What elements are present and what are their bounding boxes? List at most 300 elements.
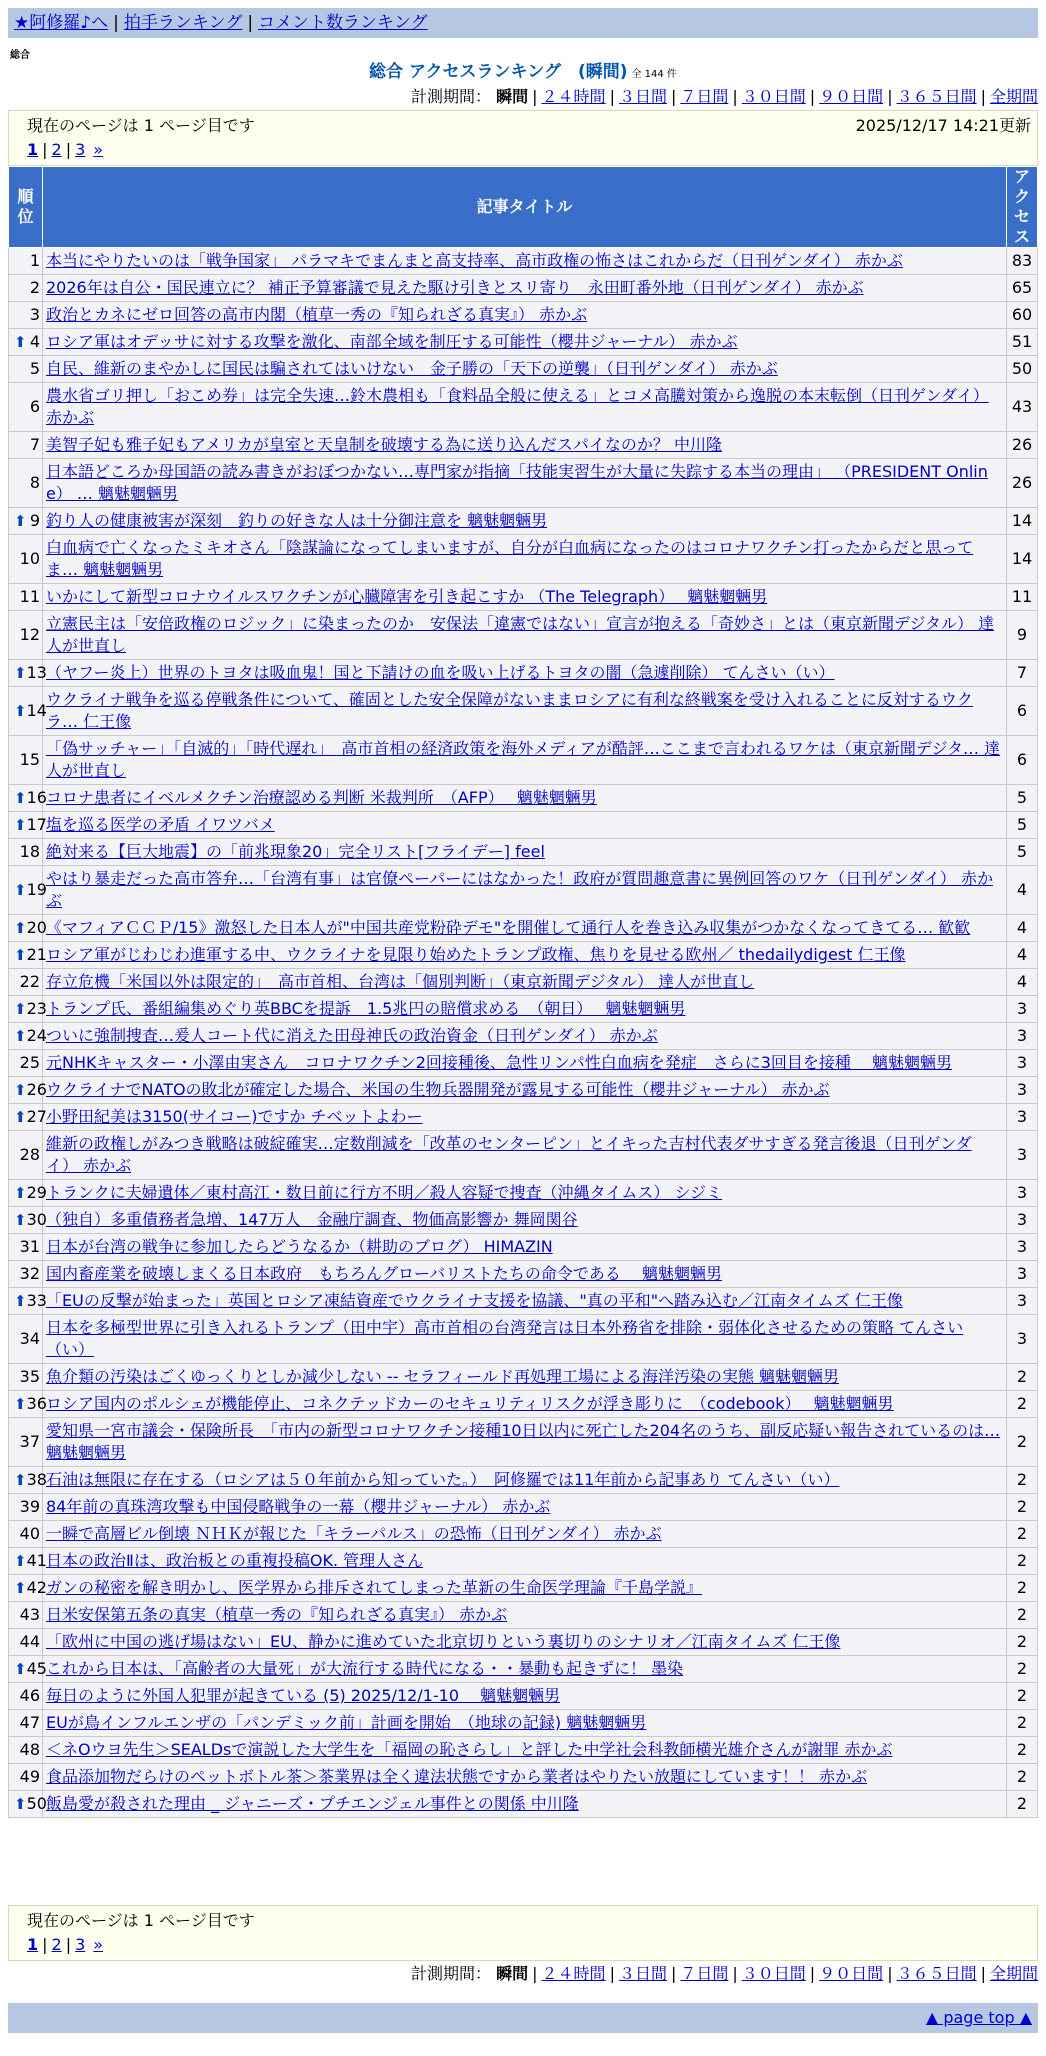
rank-cell: [9, 275, 43, 302]
period-link-7d[interactable]: ７日間: [680, 87, 729, 106]
rank-cell: [9, 1710, 43, 1737]
title-cell: [43, 660, 1007, 687]
article-title-link[interactable]: やはり暴走だった高市答弁…「台湾有事」は官僚ペーパーにはなかった！政府が質問趣意書に異例回答のワケ（日刊ゲンダイ） 赤かぶ: [46, 869, 994, 910]
table-row: [9, 1737, 1038, 1764]
article-title-link[interactable]: 自民、維新のまやかしに国民は騙されてはいけない 金子勝の「天下の逆襲」（日刊ゲンダイ） 赤かぶ: [46, 359, 778, 378]
title-cell: [43, 1521, 1007, 1548]
rank-cell: [9, 1656, 47, 1683]
rank-number: 36: [26, 1394, 47, 1413]
category-label: 総合: [10, 50, 30, 61]
title-cell: [43, 1207, 1007, 1234]
access-count: 2: [1007, 1521, 1038, 1548]
rank-cell: [9, 1683, 43, 1710]
title-column-header: 記事タイトル: [43, 167, 1007, 248]
title-cell: [43, 432, 1007, 459]
table-row: [9, 1023, 1038, 1050]
article-title-link[interactable]: 美智子妃も雅子妃もアメリカが皇室と天皇制を破壊する為に送り込んだスパイなのか？ 中川隆: [46, 435, 722, 454]
table-row: [9, 1364, 1038, 1391]
table-row: [9, 1315, 1038, 1364]
table-row: [9, 1288, 1038, 1315]
rank-cell: [9, 660, 47, 687]
table-row: [9, 785, 1038, 812]
up-arrow-icon: ⬆: [14, 1027, 27, 1045]
title-cell: [43, 1050, 1007, 1077]
rank-number: 3: [29, 305, 40, 324]
article-title-link[interactable]: 日本の政治Ⅱは、政治板との重複投稿OK. 管理人さん: [46, 1551, 424, 1570]
rank-number: 20: [26, 918, 47, 937]
rank-number: 6: [29, 397, 40, 416]
rank-cell: [9, 1315, 43, 1364]
article-title-link[interactable]: ウクライナ戦争を巡る停戦条件について、確固とした安全保障がないままロシアに有利な終戦案を受け入れることに反対するウクラ… 仁王像: [46, 690, 973, 731]
access-count: 9: [1007, 611, 1038, 660]
rank-cell: [9, 584, 43, 611]
period-link-30d[interactable]: ３０日間: [741, 87, 806, 106]
rank-number: 24: [26, 1026, 47, 1045]
title-cell: [43, 1023, 1007, 1050]
title-cell: [43, 1791, 1007, 1818]
rank-cell: [9, 1521, 43, 1548]
table-row: [9, 915, 1038, 942]
title-cell: [43, 459, 1007, 508]
page-link-1[interactable]: 1: [27, 1935, 39, 1954]
rank-cell: [9, 1234, 43, 1261]
title-cell: [43, 942, 1007, 969]
table-row: [9, 1791, 1038, 1818]
title-cell: [43, 1629, 1007, 1656]
title-cell: [43, 1494, 1007, 1521]
article-title-link[interactable]: ついに強制捜査…爰人コート代に消えた田母神氏の政治資金（日刊ゲンダイ） 赤かぶ: [46, 1026, 658, 1045]
access-count: 4: [1007, 942, 1038, 969]
access-count: 3: [1007, 1315, 1038, 1364]
rank-cell: [9, 1575, 47, 1602]
rank-cell: [9, 1391, 47, 1418]
article-title-link[interactable]: 84年前の真珠湾攻撃も中国侵略戦争の一幕（櫻井ジャーナル） 赤かぶ: [46, 1497, 551, 1516]
article-title-link[interactable]: 日本を多極型世界に引き入れるトランプ（田中宇）高市首相の台湾発言は日本外務省を排除・弱体化させるための策略 てんさい（い）: [46, 1318, 964, 1359]
current-page-text: 現在のページは 1 ページ目です: [27, 116, 255, 135]
rank-cell: [9, 1418, 43, 1467]
rank-cell: [9, 969, 43, 996]
up-arrow-icon: ⬆: [14, 881, 27, 899]
table-row: [9, 383, 1038, 432]
period-link-365d[interactable]: ３６５日間: [896, 87, 977, 106]
up-arrow-icon: ⬆: [14, 1211, 27, 1229]
period-link-24h[interactable]: ２４時間: [541, 1964, 606, 1983]
article-title-link[interactable]: （独自）多重債務者急増、147万人 金融庁調査、物価高影響か 舞岡関谷: [46, 1210, 578, 1229]
rank-number: 16: [26, 788, 47, 807]
rank-cell: [9, 1602, 43, 1629]
access-count: 3: [1007, 1288, 1038, 1315]
rank-number: 1: [29, 251, 40, 270]
rank-cell: [9, 611, 43, 660]
page-link-2[interactable]: 2: [51, 140, 62, 159]
rank-cell: [9, 432, 43, 459]
period-link-24h[interactable]: ２４時間: [541, 87, 606, 106]
article-title-link[interactable]: （ヤフー炎上）世界のトヨタは吸血鬼！国と下請けの血を吸い上げるトヨタの闇（急遽削除） てんさい（い）: [46, 663, 835, 682]
access-column-header: アクセス: [1007, 167, 1038, 248]
title-cell: [43, 383, 1007, 432]
article-title-link[interactable]: コロナ患者にイベルメクチン治療認める判断 米裁判所 （AFP） 魑魅魍魎男: [46, 788, 597, 807]
rank-number: 25: [19, 1053, 40, 1072]
rank-cell: [9, 459, 43, 508]
up-arrow-icon: ⬆: [14, 1000, 27, 1018]
rank-number: 38: [26, 1470, 47, 1489]
access-count: 2: [1007, 1656, 1038, 1683]
up-arrow-icon: ⬆: [14, 816, 27, 834]
title-cell: [43, 1418, 1007, 1467]
rank-number: 46: [19, 1686, 40, 1705]
comment-ranking-link[interactable]: コメント数ランキング: [258, 13, 428, 33]
table-row: [9, 996, 1038, 1023]
access-count: 5: [1007, 785, 1038, 812]
period-link-90d[interactable]: ９０日間: [819, 1964, 884, 1983]
up-arrow-icon: ⬆: [14, 1660, 27, 1678]
pagination: 1 | 2 | 3 »: [27, 140, 104, 159]
rank-number: 45: [26, 1659, 47, 1678]
rank-cell: [9, 356, 43, 383]
article-title-link[interactable]: いかにして新型コロナウイルスワクチンが心臓障害を引き起こすか （The Telegraph） 魑魅魍魎男: [46, 587, 768, 606]
access-count: 3: [1007, 1261, 1038, 1288]
rank-cell: [9, 1207, 47, 1234]
page-link-1[interactable]: 1: [27, 140, 39, 159]
next-page-link[interactable]: »: [93, 140, 104, 159]
ranking-table: [8, 166, 1038, 1818]
title-cell: [43, 1364, 1007, 1391]
period-selector-top: 計測期間： 瞬間 | ２４時間 | ３日間 | ７日間 | ３０日間 | ９０日間 | ３６５日間 | 全期間: [411, 87, 1038, 106]
period-label: 計測期間：: [411, 87, 492, 106]
up-arrow-icon: ⬆: [14, 1184, 27, 1202]
rank-cell: [9, 1764, 43, 1791]
table-row: [9, 1467, 1038, 1494]
title-cell: [43, 1077, 1007, 1104]
up-arrow-icon: ⬆: [14, 702, 27, 720]
access-count: 2: [1007, 1494, 1038, 1521]
title-cell: [43, 785, 1007, 812]
table-row: [9, 1131, 1038, 1180]
article-title-link[interactable]: 農水省ゴリ押し「おこめ券」は完全失速…鈴木農相も「食料品全般に使える」とコメ高騰対策から逸脱の本末転倒（日刊ゲンダイ） 赤かぶ: [46, 386, 989, 427]
page-top-link[interactable]: ▲ page top ▲: [925, 2008, 1032, 2027]
article-title-link[interactable]: 魚介類の汚染はごくゆっくりとしか減少しない -- セラフィールド再処理工場による海洋汚染の実態 魑魅魍魎男: [46, 1367, 840, 1386]
up-arrow-icon: ⬆: [14, 664, 27, 682]
title-cell: [43, 329, 1007, 356]
title-cell: [43, 687, 1007, 736]
access-count: 3: [1007, 1104, 1038, 1131]
article-title-link[interactable]: EUが鳥インフルエンザの「パンデミック前」計画を開始 （地球の記録) 魑魅魍魎男: [46, 1713, 647, 1732]
rank-number: 18: [19, 842, 40, 861]
rank-number: 13: [26, 663, 47, 682]
up-arrow-icon: ⬆: [14, 946, 27, 964]
rank-cell: [9, 687, 47, 736]
page-info-top: [8, 110, 1038, 166]
article-title-link[interactable]: 石油は無限に存在する（ロシアは５０年前から知っていた。） 阿修羅では11年前から記事あり てんさい（い）: [46, 1470, 840, 1489]
access-count: 3: [1007, 1234, 1038, 1261]
table-row: [9, 969, 1038, 996]
title-cell: [43, 1656, 1007, 1683]
table-row: [9, 866, 1038, 915]
period-link-3d[interactable]: ３日間: [618, 87, 667, 106]
page-link-3[interactable]: 3: [75, 1935, 86, 1954]
table-row: [9, 275, 1038, 302]
article-title-link[interactable]: ロシア国内のポルシェが機能停止、コネクテッドカーのセキュリティリスクが浮き彫りに （codebook） 魑魅魍魎男: [46, 1394, 894, 1413]
table-row: [9, 1180, 1038, 1207]
rank-number: 32: [19, 1264, 40, 1283]
title-cell: [43, 1602, 1007, 1629]
rank-cell: [9, 1548, 47, 1575]
access-count: 3: [1007, 1077, 1038, 1104]
title-cell: [43, 1391, 1007, 1418]
access-count: 3: [1007, 1131, 1038, 1180]
article-title-link[interactable]: 「偽サッチャー」「自滅的」「時代遅れ」 高市首相の経済政策を海外メディアが酷評…ここまで言われるワケは（東京新聞デジタ… 達人が世直し: [46, 739, 1001, 780]
table-row: [9, 1050, 1038, 1077]
table-row: [9, 1548, 1038, 1575]
title-cell: [43, 1180, 1007, 1207]
rank-number: 23: [26, 999, 47, 1018]
access-count: 2: [1007, 1737, 1038, 1764]
rank-number: 4: [29, 332, 40, 351]
access-count: 2: [1007, 1764, 1038, 1791]
article-title-link[interactable]: ＜ネОウヨ先生＞SEALDsで演説した大学生を「福岡の恥さらし」と評した中学社会科教師横光雄介さんが謝罪 赤かぶ: [46, 1740, 893, 1759]
table-row: [9, 942, 1038, 969]
article-title-link[interactable]: 釣り人の健康被害が深刻 釣りの好きな人は十分御注意を 魑魅魍魎男: [46, 511, 548, 530]
table-row: [9, 660, 1038, 687]
table-row: [9, 1207, 1038, 1234]
rank-number: 11: [19, 587, 40, 606]
period-link-30d[interactable]: ３０日間: [741, 1964, 806, 1983]
table-row: [9, 535, 1038, 584]
article-title-link[interactable]: 維新の政権しがみつき戦略は破綻確実…定数削減を「改革のセンターピン」とイキった吉村代表ダサすぎる発言後退（日刊ゲンダイ） 赤かぶ: [46, 1134, 972, 1175]
article-title-link[interactable]: トランプ氏、番組編集めぐり英BBCを提訴 1.5兆円の賠償求める （朝日） 魑魅魍魎男: [46, 999, 686, 1018]
table-row: [9, 1764, 1038, 1791]
table-row: [9, 508, 1038, 535]
title-cell: [43, 1467, 1007, 1494]
rank-cell: [9, 1467, 47, 1494]
article-title-link[interactable]: 存立危機「米国以外は限定的」 高市首相、台湾は「個別判断」（東京新聞デジタル） 達人が世直し: [46, 972, 755, 991]
home-link[interactable]: ★阿修羅♪へ: [14, 13, 109, 33]
page-link-2[interactable]: 2: [51, 1935, 62, 1954]
title-cell: [43, 969, 1007, 996]
page-link-3[interactable]: 3: [75, 140, 86, 159]
title-cell: [43, 812, 1007, 839]
access-count: 2: [1007, 1683, 1038, 1710]
rank-cell: [9, 1131, 43, 1180]
access-count: 2: [1007, 1391, 1038, 1418]
rank-cell: [9, 996, 47, 1023]
article-title-link[interactable]: 国内畜産業を破壊しまくる日本政府 もちろんグローバリストたちの命令である 魑魅魍魎男: [46, 1264, 722, 1283]
article-title-link[interactable]: ウクライナでNATOの敗北が確定した場合、米国の生物兵器開発が露見する可能性（櫻井ジャーナル） 赤かぶ: [46, 1080, 830, 1099]
table-row: [9, 584, 1038, 611]
rank-cell: [9, 866, 47, 915]
title-cell: [43, 866, 1007, 915]
title-cell: [43, 1764, 1007, 1791]
access-count: 3: [1007, 1023, 1038, 1050]
access-count: 2: [1007, 1548, 1038, 1575]
article-title-link[interactable]: 政治とカネにゼロ回答の高市内閣（植草一秀の『知られざる真実』） 赤かぶ: [46, 305, 588, 324]
access-count: 4: [1007, 969, 1038, 996]
rank-number: 2: [29, 278, 40, 297]
bottom-bar: [8, 2003, 1038, 2033]
up-arrow-icon: ⬆: [14, 1081, 27, 1099]
rank-cell: [9, 812, 47, 839]
title-cell: [43, 1288, 1007, 1315]
article-title-link[interactable]: 立憲民主は「安倍政権のロジック」に染まったのか 安保法「違憲ではない」宣言が抱える「奇妙さ」とは（東京新聞デジタル） 達人が世直し: [46, 614, 995, 655]
table-row: [9, 1494, 1038, 1521]
rank-cell: [9, 736, 43, 785]
title-cell: [43, 302, 1007, 329]
access-count: 14: [1007, 535, 1038, 584]
current-page-text: 現在のページは 1 ページ目です: [27, 1911, 255, 1930]
period-current: 瞬間: [496, 87, 529, 106]
article-title-link[interactable]: 日米安保第五条の真実（植草一秀の『知られざる真実』） 赤かぶ: [46, 1605, 508, 1624]
access-count: 4: [1007, 866, 1038, 915]
rank-number: 39: [19, 1497, 40, 1516]
access-count: 5: [1007, 812, 1038, 839]
access-count: 11: [1007, 584, 1038, 611]
article-title-link[interactable]: トランクに夫婦遺体／東村高江・数日前に行方不明／殺人容疑で捜査（沖縄タイムス） シジミ: [46, 1183, 723, 1202]
table-row: [9, 1656, 1038, 1683]
item-count: 全 144 件: [631, 69, 677, 80]
access-count: 2: [1007, 1575, 1038, 1602]
article-title-link[interactable]: ガンの秘密を解き明かし、医学界から排斥されてしまった革新の生命医学理論『千島学説』: [46, 1578, 703, 1597]
title-cell: [43, 1315, 1007, 1364]
up-arrow-icon: ⬆: [14, 1795, 27, 1813]
article-title-link[interactable]: 白血病で亡くなったミキオさん「陰謀論になってしまいますが、自分が白血病になったのはコロナワクチン打ったからだと思ってま… 魑魅魍魎男: [46, 538, 974, 579]
table-row: [9, 1683, 1038, 1710]
rank-number: 10: [19, 549, 40, 568]
table-row: [9, 1629, 1038, 1656]
page-info-bottom: [8, 1905, 1038, 1961]
article-title-link[interactable]: これから日本は、「高齢者の大量死」が大流行する時代になる・・暴動も起きずに！ 墨染: [46, 1659, 684, 1678]
rank-number: 14: [26, 701, 47, 720]
rank-number: 35: [19, 1367, 40, 1386]
rank-number: 34: [19, 1329, 40, 1348]
article-title-link[interactable]: 塩を巡る医学の矛盾 イワツバメ: [46, 815, 275, 834]
up-arrow-icon: ⬆: [14, 1108, 27, 1126]
rank-cell: [9, 329, 43, 356]
title-cell: [43, 611, 1007, 660]
article-title-link[interactable]: 「EUの反撃が始まった」英国とロシア凍結資産でウクライナ支援を協議、"真の平和"へ踏み込む／江南タイムズ 仁王像: [46, 1291, 903, 1310]
up-arrow-icon: ⬆: [14, 789, 27, 807]
rank-cell: [9, 1629, 43, 1656]
access-count: 2: [1007, 1467, 1038, 1494]
access-count: 2: [1007, 1364, 1038, 1391]
title-cell: [43, 1548, 1007, 1575]
title-cell: [43, 1710, 1007, 1737]
access-count: 2: [1007, 1629, 1038, 1656]
table-row: [9, 1261, 1038, 1288]
period-link-365d[interactable]: ３６５日間: [896, 1964, 977, 1983]
rank-cell: [9, 785, 47, 812]
next-page-link[interactable]: »: [93, 1935, 104, 1954]
title-cell: [43, 1234, 1007, 1261]
article-title-link[interactable]: 元NHKキャスター・小澤由実さん コロナワクチン2回接種後、急性リンパ性白血病を発症 さらに3回目を接種 魑魅魍魎男: [46, 1053, 953, 1072]
article-title-link[interactable]: ロシア軍がじわじわ進軍する中、ウクライナを見限り始めたトランプ政権、焦りを見せる欧州／ thedailydigest 仁王像: [46, 945, 906, 964]
period-link-all[interactable]: 全期間: [989, 1964, 1038, 1983]
rank-cell: [9, 535, 43, 584]
rank-number: 47: [19, 1713, 40, 1732]
rank-cell: [9, 1737, 43, 1764]
rank-cell: [9, 839, 43, 866]
title-cell: [43, 1683, 1007, 1710]
table-row: [9, 687, 1038, 736]
access-count: 60: [1007, 302, 1038, 329]
access-count: 6: [1007, 687, 1038, 736]
rank-number: 15: [19, 750, 40, 769]
rank-cell: [9, 1288, 47, 1315]
rank-number: 5: [29, 359, 40, 378]
rank-cell: [9, 1364, 43, 1391]
access-count: 26: [1007, 432, 1038, 459]
table-row: [9, 248, 1038, 275]
article-title-link[interactable]: 「欧州に中国の逃げ場はない」EU、静かに進めていた北京切りという裏切りのシナリオ／江南タイムズ 仁王像: [46, 1632, 841, 1651]
article-title-link[interactable]: 絶対来る【巨大地震】の「前兆現象20」完全リスト[フライデー] feel: [46, 842, 545, 861]
article-title-link[interactable]: 日本語どころか母国語の読み書きがおぼつかない…専門家が指摘「技能実習生が大量に失踪する本当の理由」 （PRESIDENT Online） … 魑魅魍魎男: [46, 462, 988, 503]
article-title-link[interactable]: 本当にやりたいのは「戦争国家」 パラマキでまんまと高支持率、高市政権の怖さはこれからだ（日刊ゲンダイ） 赤かぶ: [46, 251, 903, 270]
up-arrow-icon: ⬆: [14, 1579, 27, 1597]
title-cell: [43, 996, 1007, 1023]
title-cell: [43, 356, 1007, 383]
article-title-link[interactable]: 一瞬で高層ビル倒壊 ＮＨＫが報じた「キラーパルス」の恐怖（日刊ゲンダイ） 赤かぶ: [46, 1524, 662, 1543]
period-link-90d[interactable]: ９０日間: [819, 87, 884, 106]
rank-column-header: 順位: [9, 167, 43, 248]
page-title: 総合 アクセスランキング (瞬間): [369, 62, 628, 82]
access-count: 3: [1007, 996, 1038, 1023]
article-title-link[interactable]: 日本が台湾の戦争に参加したらどうなるか（耕助のブログ） HIMAZIN: [46, 1237, 553, 1256]
pagination: 1 | 2 | 3 »: [27, 1935, 104, 1954]
rank-number: 27: [26, 1107, 47, 1126]
article-title-link[interactable]: 食品添加物だらけのペットボトル茶＞茶業界は全く違法状態ですから業者はやりたい放題にしています！！ 赤かぶ: [46, 1767, 868, 1786]
rank-cell: [9, 248, 43, 275]
up-arrow-icon: ⬆: [14, 919, 27, 937]
article-title-link[interactable]: 《マフィアＣＣＰ/15》激怒した日本人が"中国共産党粉砕デモ"を開催して通行人を巻き込み収集がつかなくなってきてる… 歓歓: [46, 918, 971, 937]
rank-number: 28: [19, 1145, 40, 1164]
ranking-table-body: [9, 248, 1038, 1818]
title-cell: [43, 915, 1007, 942]
top-nav-bar: ★阿修羅♪へ | 拍手ランキング | コメント数ランキング: [8, 8, 1038, 38]
period-link-7d[interactable]: ７日間: [680, 1964, 729, 1983]
period-link-all[interactable]: 全期間: [989, 87, 1038, 106]
up-arrow-icon: ⬆: [14, 1552, 27, 1570]
article-title-link[interactable]: 愛知県一宮市議会・保険所長 「市内の新型コロナワクチン接種10日以内に死亡した204名のうち、副反応疑い報告されているのは… 魑魅魍魎男: [46, 1421, 1001, 1462]
table-row: [9, 611, 1038, 660]
table-header-row: [9, 167, 1038, 248]
rank-number: 40: [19, 1524, 40, 1543]
rank-cell: [9, 915, 47, 942]
rank-cell: [9, 1077, 47, 1104]
rank-cell: [9, 1180, 47, 1207]
rank-number: 33: [26, 1291, 47, 1310]
rank-cell: [9, 942, 47, 969]
article-title-link[interactable]: 飯島愛が殺された理由 _ ジャニーズ・プチエンジェル事件との関係 中川隆: [46, 1794, 579, 1813]
rank-number: 41: [26, 1551, 47, 1570]
rank-number: 48: [19, 1740, 40, 1759]
up-arrow-icon: ⬆: [14, 333, 27, 351]
article-title-link[interactable]: 毎日のように外国人犯罪が起きている (5) 2025/12/1-10 魑魅魍魎男: [46, 1686, 561, 1705]
article-title-link[interactable]: 小野田紀美は3150(サイコー)ですか チベットよわー: [46, 1107, 423, 1126]
period-link-3d[interactable]: ３日間: [618, 1964, 667, 1983]
rank-cell: [9, 302, 43, 329]
up-arrow-icon: ⬆: [14, 1292, 27, 1310]
table-row: [9, 1710, 1038, 1737]
article-title-link[interactable]: ロシア軍はオデッサに対する攻撃を激化、南部全域を制圧する可能性（櫻井ジャーナル） 赤かぶ: [46, 332, 738, 351]
table-row: [9, 356, 1038, 383]
rank-number: 7: [29, 435, 40, 454]
table-row: [9, 1521, 1038, 1548]
article-title-link[interactable]: 2026年は自公・国民連立に？ 補正予算審議で見えた駆け引きとスリ寄り 永田町番外地（日刊ゲンダイ） 赤かぶ: [46, 278, 864, 297]
access-count: 6: [1007, 736, 1038, 785]
access-count: 3: [1007, 1050, 1038, 1077]
rank-number: 29: [26, 1183, 47, 1202]
applause-ranking-link[interactable]: 拍手ランキング: [123, 13, 243, 33]
ranking-heading: [0, 60, 1046, 87]
